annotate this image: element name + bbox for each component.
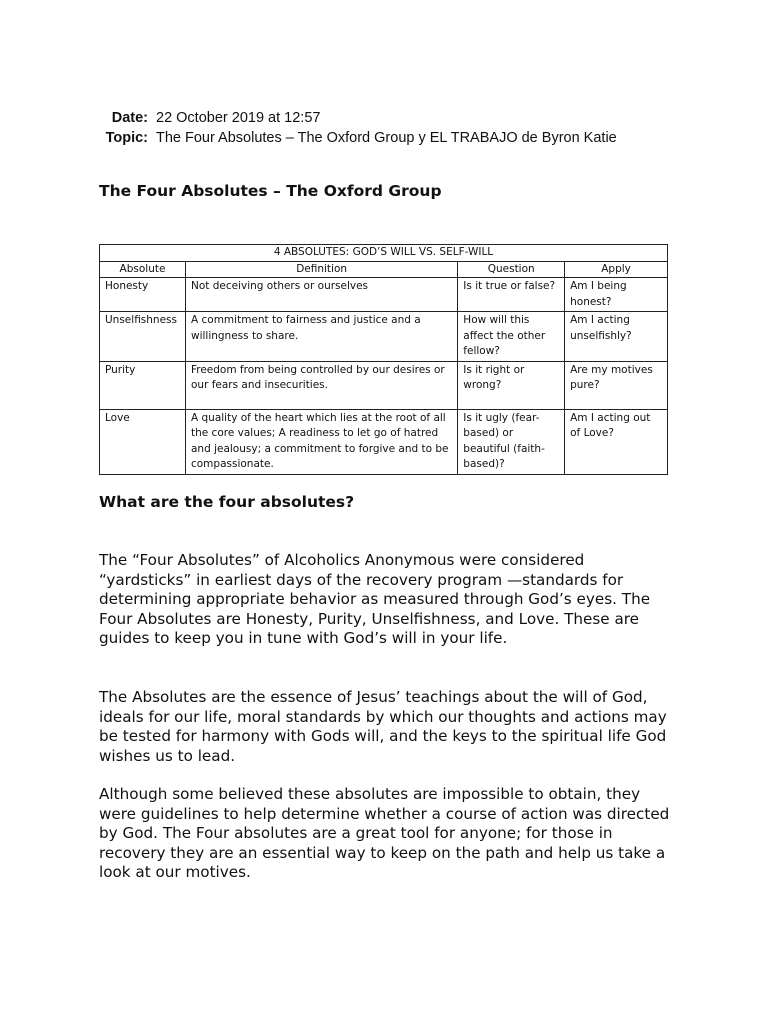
table-row [100, 312, 668, 362]
table-header-row [100, 261, 668, 278]
cell-apply: Are my motives pure? [565, 361, 668, 409]
cell-question: Is it right or wrong? [458, 361, 565, 409]
cell-apply: Am I being honest? [565, 278, 668, 312]
table-row [100, 278, 668, 312]
header-apply: Apply [565, 261, 668, 278]
cell-absolute: Unselfishness [100, 312, 186, 362]
cell-absolute: Honesty [100, 278, 186, 312]
paragraph-guidelines: Although some believed these absolutes are impossible to obtain, they were guidelines to help determine whether a course of action was directed by God. The Four absolutes are a great tool for anyone; for those in recovery they are an essential way to keep on the path and help us take a look at our motives. [99, 785, 670, 881]
section-heading: What are the four absolutes? [99, 493, 355, 511]
cell-definition: A quality of the heart which lies at the root of all the core values; A readiness to let go of hatred and jealousy; a commitment to forgive and to be compassionate. [185, 409, 457, 474]
topic-row [96, 128, 617, 148]
cell-definition: A commitment to fairness and justice and a willingness to share. [185, 312, 457, 362]
paragraph-essence: The Absolutes are the essence of Jesus’ teachings about the will of God, ideals for our life, moral standards by which our thoughts and actions may be tested for harmony with Gods will, and the keys to the spiritual life God wishes us to lead. [99, 688, 667, 765]
topic-label: Topic: [105, 130, 148, 146]
header-question: Question [458, 261, 565, 278]
cell-question: Is it true or false? [458, 278, 565, 312]
cell-question: Is it ugly (fear-based) or beautiful (faith-based)? [458, 409, 565, 474]
cell-question: How will this affect the other fellow? [458, 312, 565, 362]
date-row [96, 108, 617, 128]
document-meta [96, 108, 617, 148]
cell-definition: Not deceiving others or ourselves [185, 278, 457, 312]
topic-value: The Four Absolutes – The Oxford Group y EL TRABAJO de Byron Katie [156, 130, 617, 146]
header-definition: Definition [185, 261, 457, 278]
header-absolute: Absolute [100, 261, 186, 278]
cell-absolute: Purity [100, 361, 186, 409]
cell-definition: Freedom from being controlled by our desires or our fears and insecurities. [185, 361, 457, 409]
paragraph-intro: The “Four Absolutes” of Alcoholics Anonymous were considered “yardsticks” in earliest days of the recovery program —standards for determining appropriate behavior as measured through God’s eyes. The Four Absolutes are Honesty, Purity, Unselfishness, and Love. These are guides to keep you in tune with God’s will in your life. [99, 551, 651, 647]
date-value: 22 October 2019 at 12:57 [156, 110, 321, 126]
cell-apply: Am I acting out of Love? [565, 409, 668, 474]
table-caption: 4 ABSOLUTES: GOD’S WILL VS. SELF-WILL [100, 245, 668, 262]
absolutes-table [99, 244, 668, 475]
cell-apply: Am I acting unselfishly? [565, 312, 668, 362]
cell-absolute: Love [100, 409, 186, 474]
page-title: The Four Absolutes – The Oxford Group [99, 182, 442, 200]
table-row [100, 361, 668, 409]
table-row [100, 409, 668, 474]
date-label: Date: [111, 110, 148, 126]
